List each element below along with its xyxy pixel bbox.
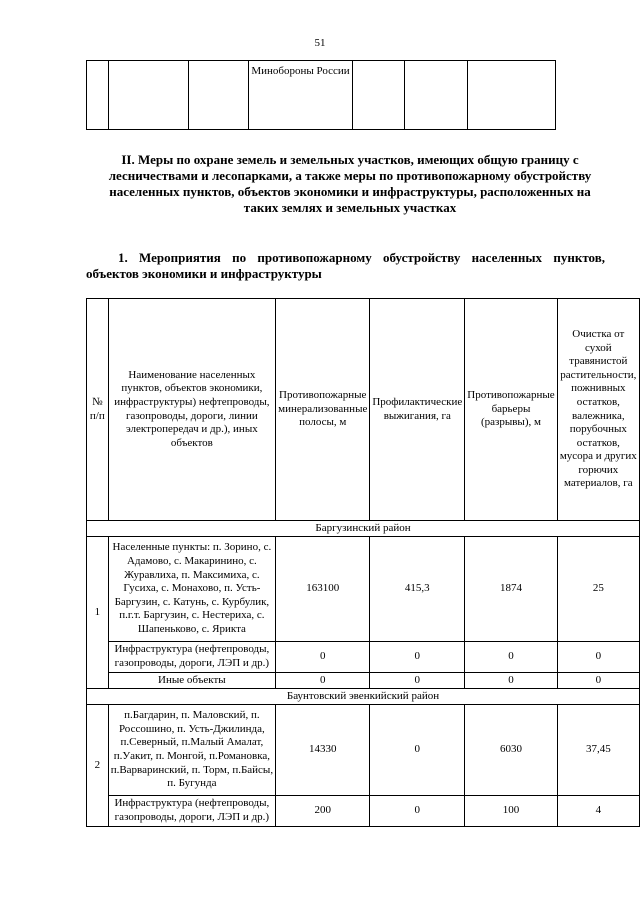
row-name: п.Багдарин, п. Маловский, п. Россошино, п. Усть-Джилинда, п.Северный, п.Малый Амалат, п.Уакит, п. Монгой, п.Романовка, п.Варваринский, п. Торм, п.Байсы, п. Бугунда bbox=[108, 705, 275, 796]
table-row bbox=[87, 673, 640, 689]
row-strips: 163100 bbox=[276, 537, 370, 642]
row-strips: 0 bbox=[276, 673, 370, 689]
row-name: Инфраструктура (нефтепроводы, газопроводы, дороги, ЛЭП и др.) bbox=[108, 796, 275, 827]
cont-cell-2 bbox=[109, 61, 189, 130]
row-burning: 0 bbox=[370, 705, 465, 796]
row-cleaning: 25 bbox=[557, 537, 639, 642]
row-burning: 415,3 bbox=[370, 537, 465, 642]
header-strips: Противопожарные минерализованные полосы, м bbox=[276, 299, 370, 521]
district-name: Баунтовский эвенкийский район bbox=[87, 689, 640, 705]
table-row bbox=[87, 705, 640, 796]
district-row bbox=[87, 689, 640, 705]
table-row bbox=[87, 642, 640, 673]
header-name: Наименование населенных пунктов, объектов экономики, инфраструктуры) нефтепроводы, газопроводы, дороги, линии электропередач и др.), иных объектов bbox=[108, 299, 275, 521]
header-burning: Профилактические выжигания, га bbox=[370, 299, 465, 521]
row-barriers: 0 bbox=[465, 642, 557, 673]
page-number: 51 bbox=[314, 37, 326, 49]
district-name: Баргузинский район bbox=[87, 521, 640, 537]
row-name: Инфраструктура (нефтепроводы, газопроводы, дороги, ЛЭП и др.) bbox=[108, 642, 275, 673]
cont-cell-responsible bbox=[249, 61, 353, 130]
header-num: № п/п bbox=[87, 299, 109, 521]
row-num: 1 bbox=[87, 537, 109, 689]
continuation-row bbox=[87, 61, 556, 130]
row-strips: 200 bbox=[276, 796, 370, 827]
row-name: Иные объекты bbox=[108, 673, 275, 689]
row-burning: 0 bbox=[370, 673, 465, 689]
row-cleaning: 0 bbox=[557, 673, 639, 689]
section-title: II. Меры по охране земель и земельных участков, имеющих общую границу с лесничествами и лесопарками, а также меры по противопожарному обустройству населенных пунктов, объектов экономики и инфраструктуры, расположенных на таких землях и земельных участках bbox=[108, 152, 592, 215]
row-burning: 0 bbox=[370, 796, 465, 827]
district-row bbox=[87, 521, 640, 537]
row-barriers: 0 bbox=[465, 673, 557, 689]
row-strips: 0 bbox=[276, 642, 370, 673]
row-strips: 14330 bbox=[276, 705, 370, 796]
row-barriers: 1874 bbox=[465, 537, 557, 642]
row-burning: 0 bbox=[370, 642, 465, 673]
row-barriers: 6030 bbox=[465, 705, 557, 796]
row-num: 2 bbox=[87, 705, 109, 827]
header-row bbox=[87, 299, 640, 521]
measures-table bbox=[86, 298, 640, 827]
cont-cell-7 bbox=[468, 61, 556, 130]
row-name: Населенные пункты: п. Зорино, с. Адамово, с. Макаринино, с. Журавлиха, п. Максимиха, с. Гусиха, с. Монахово, п. Усть-Баргузин, с. Катунь, с. Курбулик, п.г.т. Баргузин, с. Нестериха, с. Шапеньково, с. Ярикта bbox=[108, 537, 275, 642]
responsible-text: Минобороны России bbox=[251, 65, 350, 77]
header-barriers: Противопожарные барьеры (разрывы), м bbox=[465, 299, 557, 521]
row-cleaning: 0 bbox=[557, 642, 639, 673]
row-cleaning: 4 bbox=[557, 796, 639, 827]
header-cleaning: Очистка от сухой травянистой растительности, пожнивных остатков, валежника, порубочных остатков, мусора и других горючих материалов, га bbox=[557, 299, 639, 521]
cont-cell-6 bbox=[405, 61, 468, 130]
row-barriers: 100 bbox=[465, 796, 557, 827]
table-row bbox=[87, 537, 640, 642]
cont-cell-1 bbox=[87, 61, 109, 130]
row-cleaning: 37,45 bbox=[557, 705, 639, 796]
subsection-title: 1. Мероприятия по противопожарному обустройству населенных пунктов, объектов экономики и инфраструктуры bbox=[86, 250, 605, 281]
table-row bbox=[87, 796, 640, 827]
cont-cell-3 bbox=[189, 61, 249, 130]
cont-cell-5 bbox=[353, 61, 405, 130]
continuation-table bbox=[86, 60, 556, 130]
